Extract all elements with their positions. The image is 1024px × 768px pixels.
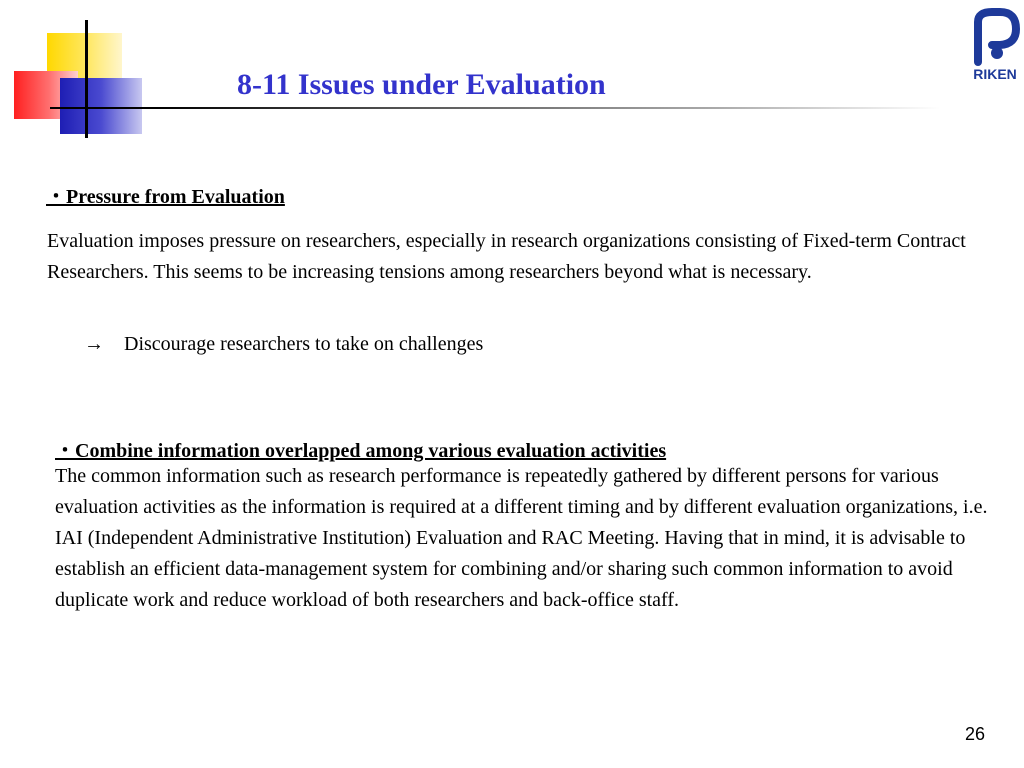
right-arrow-icon: → (84, 333, 104, 355)
decor-blue-square (60, 78, 142, 134)
section-body-combine: The common information such as research performance is repeatedly gathered by different persons for various evaluation activities as the information is required at a different timing and by different evaluation organizations, i.e. IAI (Independent Administrative Institution) Evaluation and RAC Meeting. Having that in mind, it is advisable to establish an efficient data-management system for combining and/or sharing such common information to avoid duplicate work and reduce workload of both researchers and back-office staff. (55, 465, 988, 611)
decor-vertical-line (85, 20, 88, 138)
consequence-text: Discourage researchers to take on challenges (124, 333, 484, 355)
slide-title: 8-11 Issues under Evaluation (237, 68, 606, 101)
logo-wordmark: RIKEN (973, 66, 1017, 82)
consequence-line (84, 333, 483, 356)
page-number: 26 (965, 724, 986, 744)
title-underline-rule (50, 107, 940, 109)
section-heading-combine: ・Combine information overlapped among various evaluation activities (55, 440, 667, 462)
section-heading-pressure: ・Pressure from Evaluation (46, 186, 285, 208)
section-body-pressure: Evaluation imposes pressure on researchers, especially in research organizations consisting of Fixed-term Contract Researchers. This seems to be increasing tensions among researchers beyond what is necessary. (47, 230, 966, 283)
